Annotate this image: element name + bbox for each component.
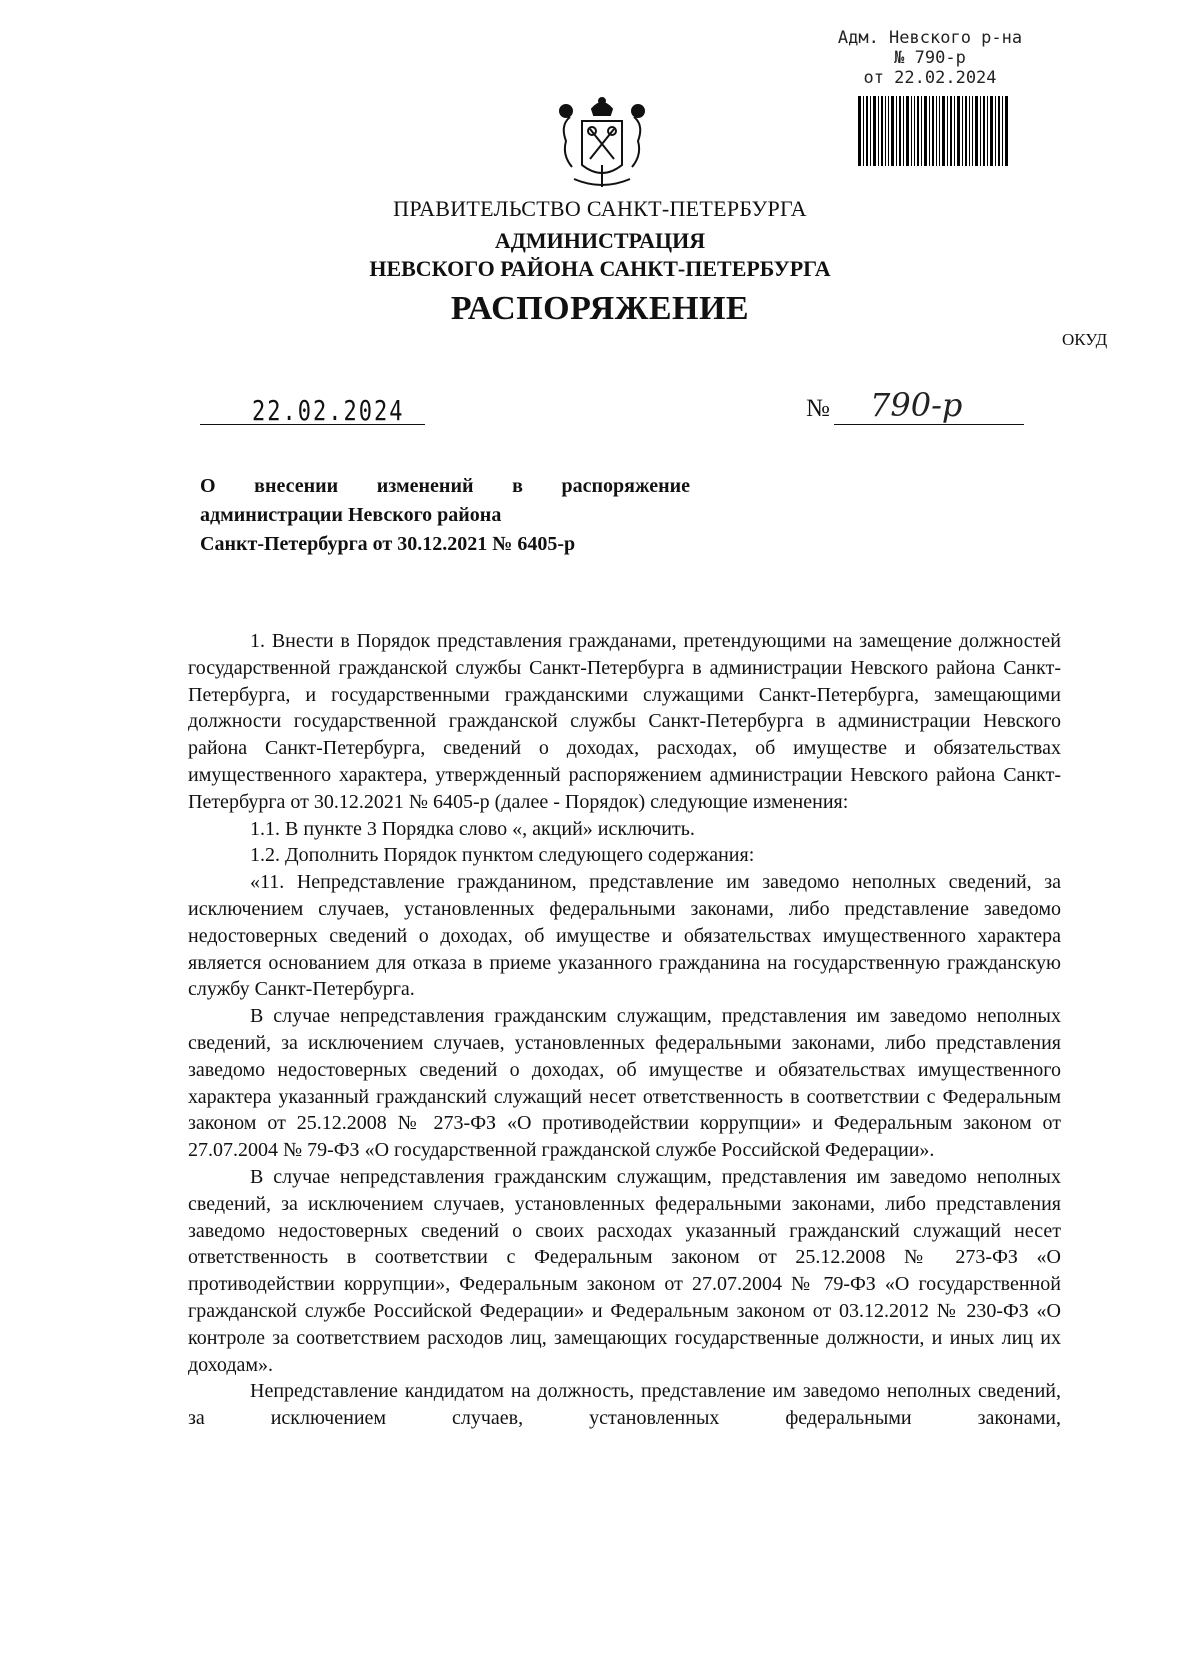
subject-line-1: О внесении изменений в распоряжение	[200, 475, 690, 497]
subject-line-2: администрации Невского района	[200, 504, 502, 526]
registration-stamp	[830, 28, 1030, 88]
paragraph-responsibility-income: В случае непредставления гражданским служащим, представления им заведомо неполных сведений, за исключением случаев, установленных федеральными законами, либо представления заведомо недостоверных сведений о доходах, об имуществе и обязательствах имущественного характера указанный гражданский служащий несет ответственность в соответствии с Федеральным законом от 25.12.2008 № 273-ФЗ «О противодействии коррупции» и Федеральным законом от 27.07.2004 № 79-ФЗ «О государственной гражданской службе Российской Федерации».	[188, 1005, 1061, 1162]
stamp-line-2: № 790-р	[894, 48, 966, 68]
document-date: 22.02.2024	[252, 396, 405, 428]
paragraph-candidate: Непредставление кандидатом на должность, представление им заведомо неполных сведений, за исключением случаев, установленных федеральными законами,	[188, 1380, 1061, 1430]
paragraph-responsibility-expenses: В случае непредставления гражданским служащим, представления им заведомо неполных сведений, за исключением случаев, установленных федеральными законами, либо представления заведомо недостоверных сведений о своих расходах указанный гражданский служащий несет ответственность в соответствии с Федеральным законом от 25.12.2008 № 273-ФЗ «О противодействии коррупции», Федеральным законом от 27.07.2004 № 79-ФЗ «О государственной гражданской службе Российской Федерации» и Федеральным законом от 03.12.2012 № 230-ФЗ «О контроле за соответствием расходов лиц, замещающих государственные должности, и иных лиц их доходам».	[188, 1165, 1061, 1376]
stamp-line-3: от 22.02.2024	[863, 68, 997, 88]
paragraph-1: 1. Внести в Порядок представления гражданами, претендующими на замещение должностей государственной гражданской службы Санкт-Петербурга в администрации Невского района Санкт-Петербурга, и государственными гражданскими служащими Санкт-Петербурга, замещающими должности государственной гражданской службы Санкт-Петербурга в администрации Невского района Санкт-Петербурга, сведений о доходах, расходах, об имуществе и обязательствах имущественного характера, утвержденный распоряжением администрации Невского района Санкт-Петербурга от 30.12.2021 № 6405-р (далее - Порядок) следующие изменения:	[188, 630, 1061, 813]
administration-district: НЕВСКОГО РАЙОНА САНКТ-ПЕТЕРБУРГА	[369, 256, 831, 281]
stamp-line-1: Адм. Невского р-на	[837, 28, 1023, 48]
administration-title: АДМИНИСТРАЦИЯ	[494, 228, 706, 253]
paragraph-11: «11. Непредставление гражданином, представление им заведомо неполных сведений, за исключением случаев, установленных федеральными законами, либо представление заведомо недостоверных сведений о доходах, об имуществе и обязательствах имущественного характера является основанием для отказа в приеме указанного гражданина на государственную гражданскую службу Санкт-Петербурга.	[188, 871, 1061, 1001]
document-type-title: РАСПОРЯЖЕНИЕ	[450, 290, 750, 327]
government-title: ПРАВИТЕЛЬСТВО САНКТ-ПЕТЕРБУРГА	[393, 196, 807, 221]
barcode-icon	[858, 96, 1008, 166]
okud-label: ОКУД	[1062, 330, 1108, 349]
paragraph-1-1: 1.1. В пункте 3 Порядка слово «, акций» исключить.	[250, 817, 695, 840]
coat-of-arms-icon	[552, 95, 652, 195]
number-label: №	[806, 395, 830, 422]
document-body	[188, 628, 1061, 1432]
document-subject	[200, 472, 690, 559]
paragraph-1-2: 1.2. Дополнить Порядок пунктом следующего содержания:	[250, 844, 755, 867]
subject-line-3: Санкт-Петербурга от 30.12.2021 № 6405-р	[200, 533, 576, 555]
document-number: 790-р	[870, 386, 963, 424]
